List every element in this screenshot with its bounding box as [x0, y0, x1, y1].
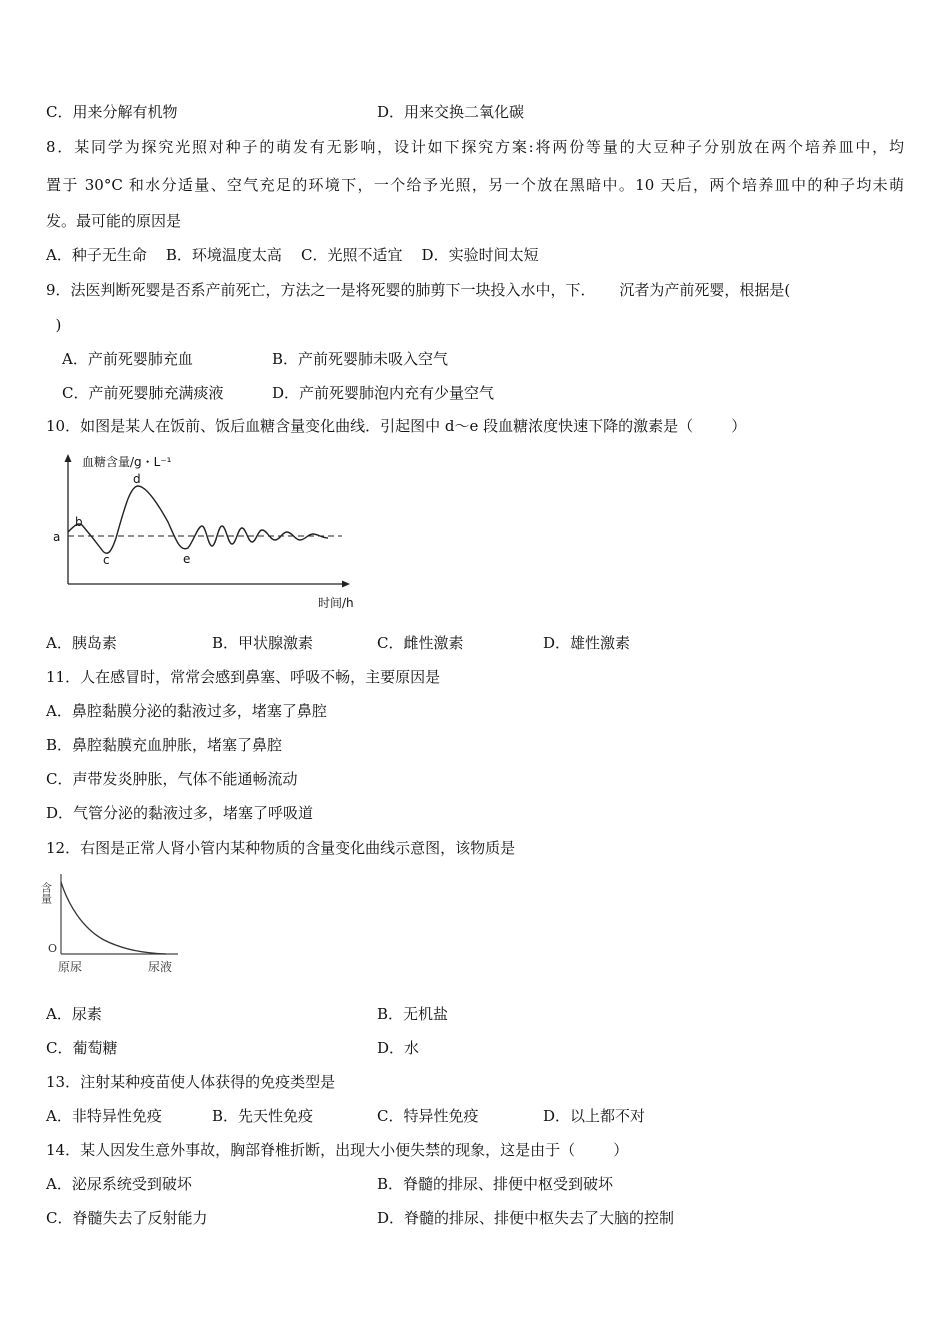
- point-e-label: e: [183, 552, 191, 566]
- q13-stem: 13．注射某种疫苗使人体获得的免疫类型是: [46, 1073, 336, 1091]
- point-a-label: a: [53, 530, 61, 544]
- q13-option-a: A．非特异性免疫: [46, 1107, 162, 1125]
- q14-option-c: C．脊髓失去了反射能力: [46, 1209, 208, 1227]
- q7-option-c: C．用来分解有机物: [46, 103, 178, 121]
- y-axis-label: 血糖含量/g・L⁻¹: [82, 455, 172, 469]
- q13-option-b: B．先天性免疫: [212, 1107, 314, 1125]
- q10-stem: 10．如图是某人在饭前、饭后血糖含量变化曲线．引起图中 d～e 段血糖浓度快速下降的激素是（ ）: [46, 417, 747, 435]
- q10-option-c: C．雌性激素: [377, 634, 464, 652]
- q12-option-c: C．葡萄糖: [46, 1039, 118, 1057]
- q7-option-d: D．用来交换二氧化碳: [377, 103, 525, 121]
- x-axis-arrow: [342, 581, 350, 588]
- q14-option-a: A．泌尿系统受到破坏: [46, 1175, 192, 1193]
- point-b-label: b: [75, 515, 83, 529]
- y-axis-arrow: [65, 454, 72, 462]
- point-d-label: d: [133, 472, 141, 486]
- q11-option-d: D．气管分泌的黏液过多，堵塞了呼吸道: [46, 804, 314, 822]
- q14-option-d: D．脊髓的排尿、排便中枢失去了大脑的控制: [377, 1209, 675, 1227]
- blood-sugar-curve: [68, 486, 328, 553]
- q14-option-b: B．脊髓的排尿、排便中枢受到破坏: [377, 1175, 614, 1193]
- q8-options: A．种子无生命 B．环境温度太高 C．光照不适宜 D．实验时间太短: [46, 246, 539, 264]
- q8-stem-line3: 发。最可能的原因是: [46, 212, 182, 230]
- origin-label: O: [48, 942, 58, 955]
- q14-stem: 14．某人因发生意外事故，胸部脊椎折断，出现大小便失禁的现象，这是由于（ ）: [46, 1141, 629, 1159]
- q9-option-c: C．产前死婴肺充满痰液: [62, 384, 224, 402]
- x-start-label: 原尿: [58, 960, 83, 974]
- q12-option-d: D．水: [377, 1039, 420, 1057]
- q9-stem-line2: ): [46, 316, 62, 334]
- q11-option-b: B．鼻腔黏膜充血肿胀，堵塞了鼻腔: [46, 736, 283, 754]
- x-end-label: 尿液: [148, 960, 173, 974]
- q8-stem-line1: 8．某同学为探究光照对种子的萌发有无影响，设计如下探究方案:将两份等量的大豆种子分别放在两个培养皿中，均: [46, 138, 904, 156]
- q10-option-b: B．甲状腺激素: [212, 634, 314, 652]
- y-axis-label: 含量: [39, 882, 53, 904]
- content-curve: [61, 882, 166, 954]
- q13-option-d: D．以上都不对: [543, 1107, 646, 1125]
- q9-stem-line1: 9．法医判断死婴是否系产前死亡，方法之一是将死婴的肺剪下一块投入水中，下． 沉者为产前死婴，根据是(: [46, 281, 791, 299]
- q12-option-b: B．无机盐: [377, 1005, 449, 1023]
- point-c-label: c: [103, 553, 110, 567]
- q9-option-a: A．产前死婴肺充血: [62, 350, 193, 368]
- q10-option-a: A．胰岛素: [46, 634, 117, 652]
- q13-option-c: C．特异性免疫: [377, 1107, 479, 1125]
- q12-stem: 12．右图是正常人肾小管内某种物质的含量变化曲线示意图，该物质是: [46, 839, 516, 857]
- q9-option-d: D．产前死婴肺泡内充有少量空气: [272, 384, 495, 402]
- blood-sugar-chart: [46, 448, 376, 618]
- x-axis-label: 时间/h: [318, 596, 354, 610]
- q12-option-a: A．尿素: [46, 1005, 102, 1023]
- q8-stem-line2: 置于 30°C 和水分适量、空气充足的环境下，一个给予光照，另一个放在黑暗中。10 天后，两个培养皿中的种子均未萌: [46, 176, 904, 194]
- q11-stem: 11．人在感冒时，常常会感到鼻塞、呼吸不畅，主要原因是: [46, 668, 441, 686]
- q10-option-d: D．雄性激素: [543, 634, 631, 652]
- q9-option-b: B．产前死婴肺未吸入空气: [272, 350, 449, 368]
- q11-option-a: A．鼻腔黏膜分泌的黏液过多，堵塞了鼻腔: [46, 702, 327, 720]
- kidney-tubule-chart: [39, 868, 194, 978]
- q11-option-c: C．声带发炎肿胀，气体不能通畅流动: [46, 770, 298, 788]
